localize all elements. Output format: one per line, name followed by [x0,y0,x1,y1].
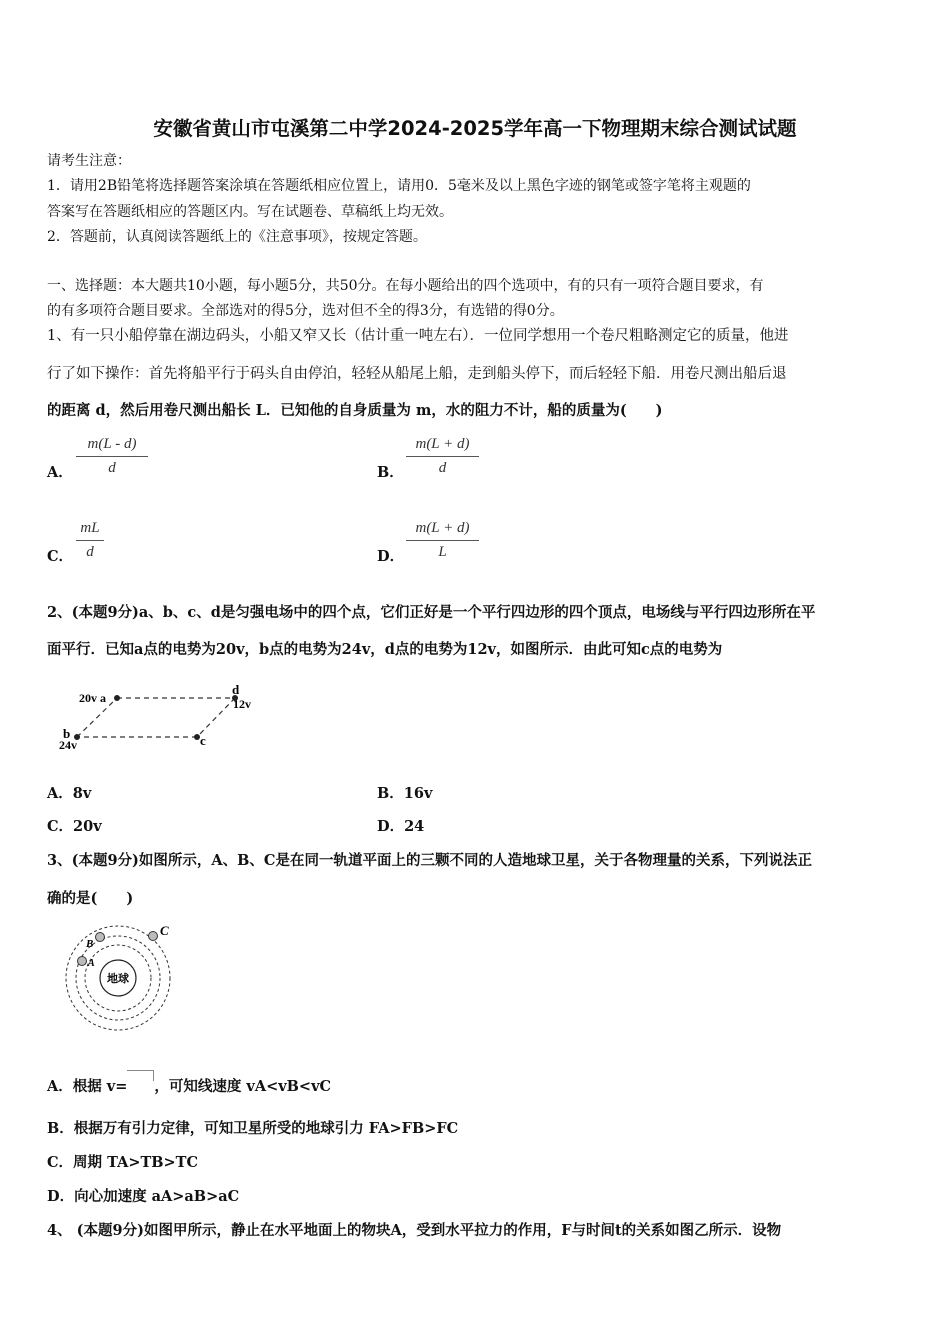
q2-option-b[interactable] [377,785,432,803]
q1-option-b-label[interactable]: B． [377,464,404,481]
q2-option-b-label: B． [377,785,404,802]
q3-satellite-b [96,933,105,942]
q3-sqrt-formula-icon [127,1070,154,1081]
q1-option-d-fraction [406,520,479,561]
section-1-line-1: 一、选择题：本大题共10小题，每小题5分，共50分。在每小题给出的四个选项中，有的只有一项符合题目要求，有 [47,278,764,294]
q1-option-a-numerator: m(L - d) [87,436,137,452]
q2-option-c-label: C． [47,818,74,835]
q2-option-c[interactable] [47,818,102,836]
q2-label-b: b [63,726,71,741]
q2-line-1: 2、(本题9分)a、b、c、d是匀强电场中的四个点，它们正好是一个平行四边形的四个顶点，电场线与平行四边形所在平 [47,604,816,621]
q2-label-d: d [232,682,240,697]
q2-label-a: 20v a [79,691,106,705]
q1-line-3: 的距离 d，然后用卷尺测出船长 L．已知他的自身质量为 m，水的阻力不计，船的质量为( ) [47,402,663,419]
section-1-line-2: 的有多项符合题目要求。全部选对的得5分，选对但不全的得3分，有选错的得0分。 [47,303,564,319]
q1-option-d-denominator: L [438,544,447,560]
q3-option-a-pre: A．根据 v= [47,1078,128,1095]
q1-option-b-denominator: d [438,460,447,476]
q3-label-b: B [86,938,94,950]
notice-item-2: 2．答题前，认真阅读答题纸上的《注意事项》，按规定答题。 [47,229,427,245]
q3-option-d[interactable]: D．向心加速度 aA>aB>aC [47,1188,240,1205]
q3-line-1: 3、(本题9分)如图所示，A、B、C是在同一轨道平面上的三颗不同的人造地球卫星，关于各物理量的关系，下列说法正 [47,852,812,869]
q1-option-a-fraction [76,436,148,477]
q1-option-a-label[interactable]: A． [47,464,73,481]
q2-label-d-value: 12v [233,697,251,711]
q2-option-d-text: 24 [404,818,425,835]
q1-line-1: 1、有一只小船停靠在湖边码头，小船又窄又长（估计重一吨左右）．一位同学想用一个卷尺粗略测定它的质量，他进 [47,328,789,344]
q3-option-a[interactable] [47,1070,331,1096]
q2-parallelogram-figure [55,680,275,755]
q1-option-c-fraction [76,520,104,561]
q2-line-2: 面平行．已知a点的电势为20v，b点的电势为24v，d点的电势为12v，如图所示．由此可知c点的电势为 [47,641,723,658]
notice-item-1-line-2: 答案写在答题纸相应的答题区内。写在试题卷、草稿纸上均无效。 [47,204,453,220]
q2-option-a-text: 8v [72,785,92,802]
q1-option-d-label[interactable]: D． [377,548,405,565]
q2-point-a [114,695,120,701]
q1-option-a-denominator: d [108,460,116,476]
q2-option-a[interactable] [47,785,91,803]
q4-line-1: 4、 (本题9分)如图甲所示，静止在水平地面上的物块A，受到水平拉力的作用，F与时间t的关系如图乙所示．设物 [47,1222,782,1239]
q2-label-c: c [200,733,206,748]
q3-satellite-a [78,957,87,966]
q2-label-b-value: 24v [59,738,77,752]
q2-option-a-label: A． [47,785,73,802]
q1-option-d-numerator: m(L + d) [415,520,470,536]
q3-label-c: C [160,923,169,938]
q3-satellite-c [149,932,158,941]
notice-item-1-line-1: 1．请用2B铅笔将选择题答案涂填在答题纸相应位置上，请用0．5毫米及以上黑色字迹的钢笔或签字笔将主观题的 [47,178,751,194]
q3-orbit-figure [55,920,185,1035]
q3-line-2: 确的是( ) [47,890,134,907]
q3-option-c[interactable]: C．周期 TA>TB>TC [47,1154,199,1171]
q2-option-c-text: 20v [73,818,102,835]
notice-header: 请考生注意： [47,153,131,169]
q3-earth-label: 地球 [107,972,129,985]
q1-option-c-denominator: d [86,544,94,560]
q1-option-c-numerator: mL [80,520,100,536]
q2-option-d[interactable] [377,818,424,836]
q2-option-b-text: 16v [403,785,433,802]
q1-option-b-numerator: m(L + d) [415,436,470,452]
q2-option-d-label: D． [377,818,405,835]
q3-option-a-post: ，可知线速度 vA<vB<vC [154,1078,332,1095]
q2-edge-dc [197,698,235,737]
page-title: 安徽省黄山市屯溪第二中学2024-2025学年高一下物理期末综合测试试题 [153,117,797,140]
q3-label-a: A [88,958,95,969]
q1-line-2: 行了如下操作：首先将船平行于码头自由停泊，轻轻从船尾上船，走到船头停下，而后轻轻下船．用卷尺测出船后退 [47,366,787,382]
q1-option-b-fraction [406,436,479,477]
q1-option-c-label[interactable]: C． [47,548,74,565]
q3-option-b[interactable]: B．根据万有引力定律，可知卫星所受的地球引力 FA>FB>FC [47,1120,459,1137]
